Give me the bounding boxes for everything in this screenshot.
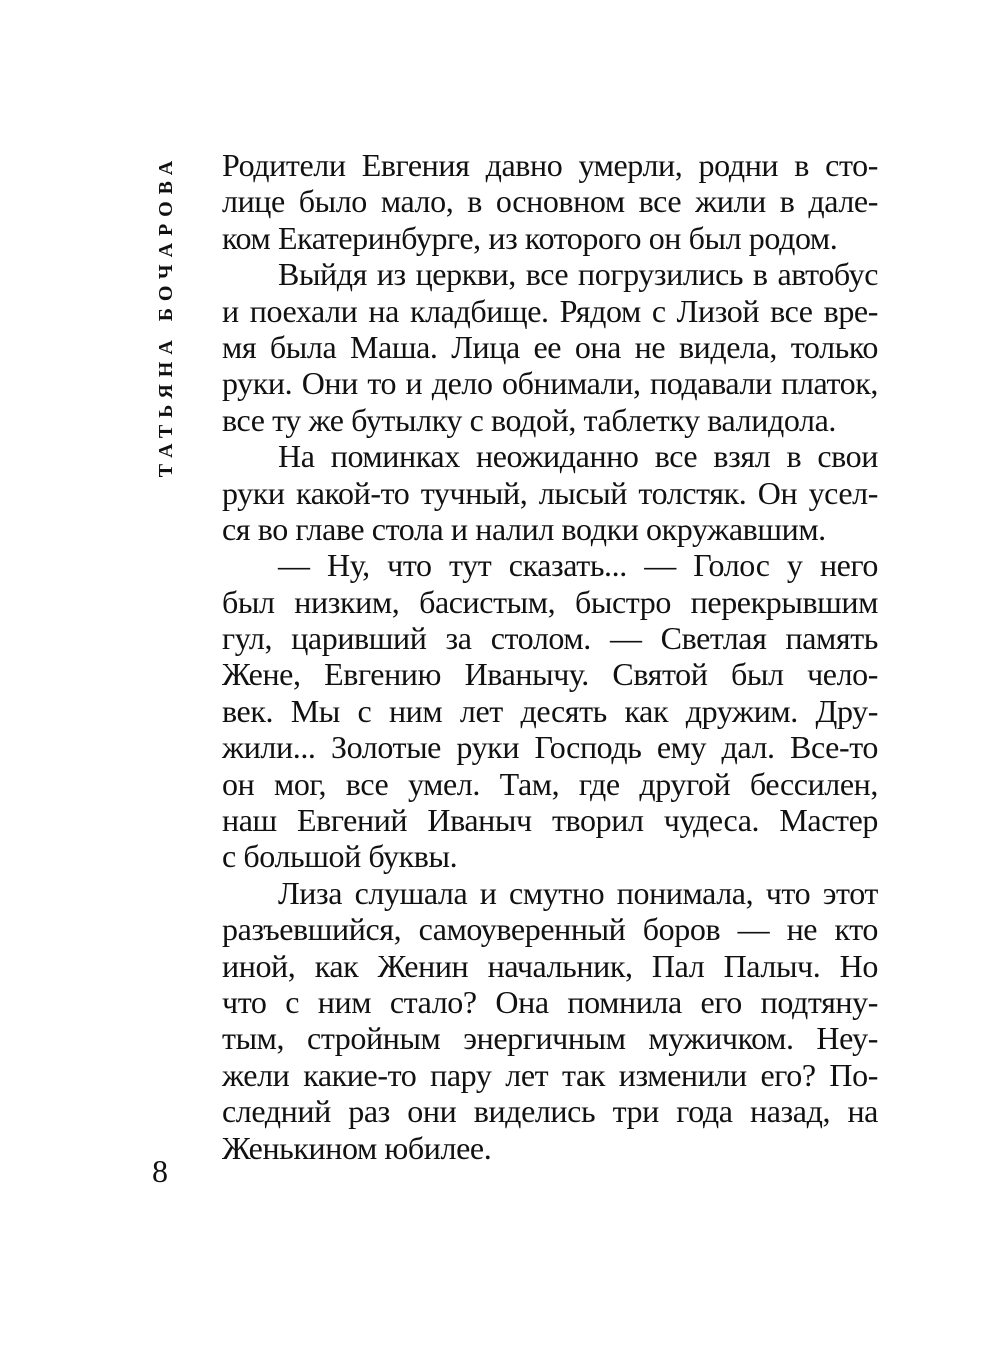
text-line: гул, царивший за столом. — Светлая память (222, 620, 878, 657)
text-line: разъевшийся, самоуверенный боров — не кто (222, 911, 878, 948)
text-line: наш Евгений Иваныч творил чудеса. Мастер (222, 802, 878, 839)
body-text (222, 147, 878, 1166)
text-line: все ту же бутылку с водой, таблетку валидола. (222, 401, 836, 438)
text-line: и поехали на кладбище. Рядом с Лизой все вре- (222, 292, 878, 329)
text-line: жили... Золотые руки Господь ему дал. Все-то (222, 729, 878, 766)
page-number: 8 (152, 1153, 168, 1189)
text-line: — Ну, что тут сказать... — Голос у него (278, 547, 878, 584)
text-line: мя была Маша. Лица ее она не видела, только (222, 328, 878, 365)
text-line: ся во главе стола и налил водки окружавшим. (222, 510, 826, 547)
text-line: руки. Они то и дело обнимали, подавали платок, (222, 365, 878, 402)
text-line: лице было мало, в основном все жили в дале- (222, 183, 878, 220)
text-line: жели какие-то пару лет так изменили его? По- (222, 1056, 878, 1093)
text-line: Родители Евгения давно умерли, родни в сто- (222, 147, 878, 183)
text-line: Женькином юбилее. (222, 1129, 492, 1166)
text-line: Выйдя из церкви, все погрузились в автобус (278, 256, 878, 293)
text-line: На поминках неожиданно все взял в свои (278, 438, 878, 475)
text-line: он мог, все умел. Там, где другой бессилен, (222, 765, 878, 802)
text-line: с большой буквы. (222, 838, 458, 875)
text-line: ком Екатеринбурге, из которого он был родом. (222, 219, 838, 256)
text-line: иной, как Женин начальник, Пал Палыч. Но (222, 947, 878, 984)
running-head (152, 150, 182, 480)
text-line: Лиза слушала и смутно понимала, что этот (278, 874, 878, 911)
text-line: тым, стройным энергичным мужичком. Неу- (222, 1020, 878, 1057)
running-head-text: ТАТЬЯНА БОЧАРОВА (155, 153, 178, 477)
text-line: Жене, Евгению Иванычу. Святой был чело- (222, 656, 878, 693)
text-line: что с ним стало? Она помнила его подтяну- (222, 983, 878, 1020)
text-line: был низким, басистым, быстро перекрывшим (222, 583, 878, 620)
text-line: следний раз они виделись три года назад, на (222, 1093, 878, 1130)
text-line: руки какой-то тучный, лысый толстяк. Он усел- (222, 474, 878, 511)
text-line: век. Мы с ним лет десять как дружим. Дру- (222, 692, 878, 729)
